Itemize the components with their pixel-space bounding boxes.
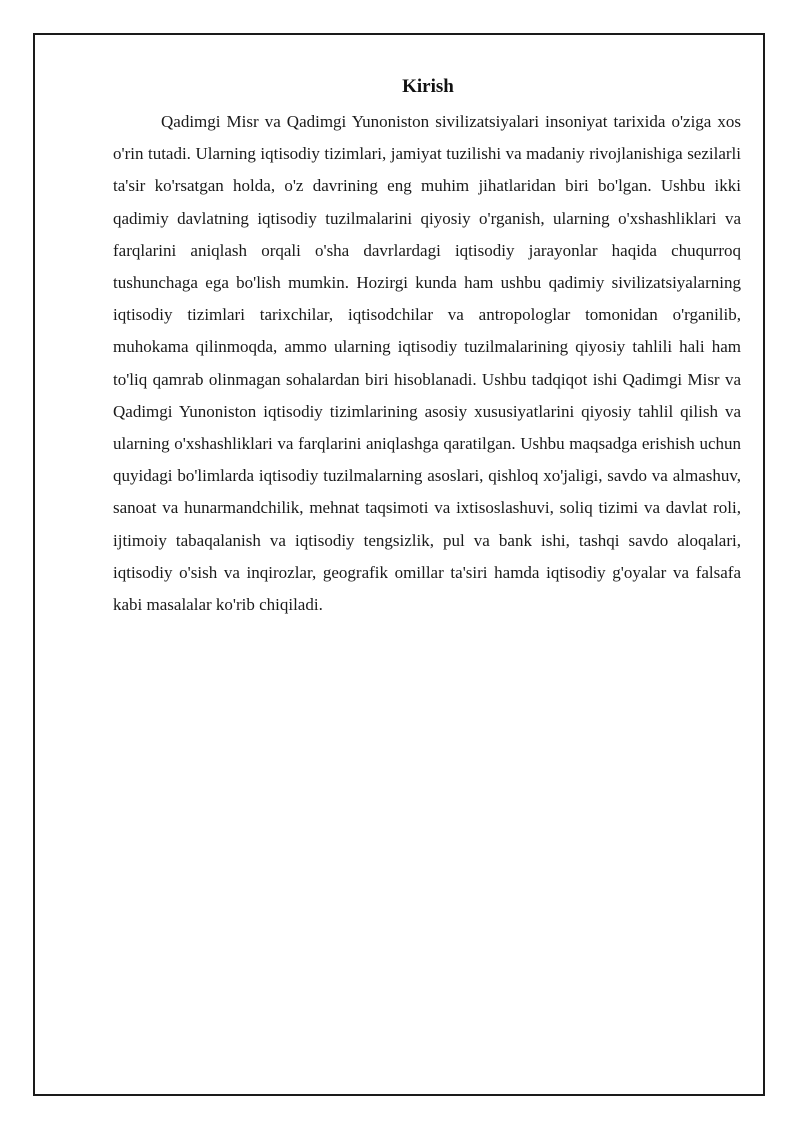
page-title: Kirish xyxy=(402,76,454,97)
body-paragraph: Qadimgi Misr va Qadimgi Yunoniston sivilizatsiyalari insoniyat tarixida o'ziga xos o'rin tutadi. Ularning iqtisodiy tizimlari, jamiyat tuzilishi va madaniy rivojlanishiga sezilarli ta'sir ko'rsatgan holda, o'z davrining eng muhim jihatlaridan biri bo'lgan. Ushbu ikki qadimiy davlatning iqtisodiy tuzilmalarini qiyosiy o'rganish, ularning o'xshashliklari va farqlarini aniqlash orqali o'sha davrlardagi iqtisodiy jarayonlar haqida chuqurroq tushunchaga ega bo'lish mumkin. Hozirgi kunda ham ushbu qadimiy sivilizatsiyalarning iqtisodiy tizimlari tarixchilar, iqtisodchilar va antropologlar tomonidan o'rganilib, muhokama qilinmoqda, ammo ularning iqtisodiy tuzilmalarining qiyosiy tahlili hali ham to'liq qamrab olinmagan sohalardan biri hisoblanadi. Ushbu tadqiqot ishi Qadimgi Misr va Qadimgi Yunoniston iqtisodiy tizimlarining asosiy xususiyatlarini qiyosiy tahlil qilish va ularning o'xshashliklari va farqlarini aniqlashga qaratilgan. Ushbu maqsadga erishish uchun quyidagi bo'limlarda iqtisodiy tuzilmalarning asoslari, qishloq xo'jaligi, savdo va almashuv, sanoat va hunarmandchilik, mehnat taqsimoti va ixtisoslashuvi, soliq tizimi va davlat roli, ijtimoiy tabaqalanish va iqtisodiy tengsizlik, pul va bank ishi, tashqi savdo aloqalari, iqtisodiy o'sish va inqirozlar, geografik omillar ta'siri hamda iqtisodiy g'oyalar va falsafa kabi masalalar ko'rib chiqiladi. xyxy=(113,112,741,615)
